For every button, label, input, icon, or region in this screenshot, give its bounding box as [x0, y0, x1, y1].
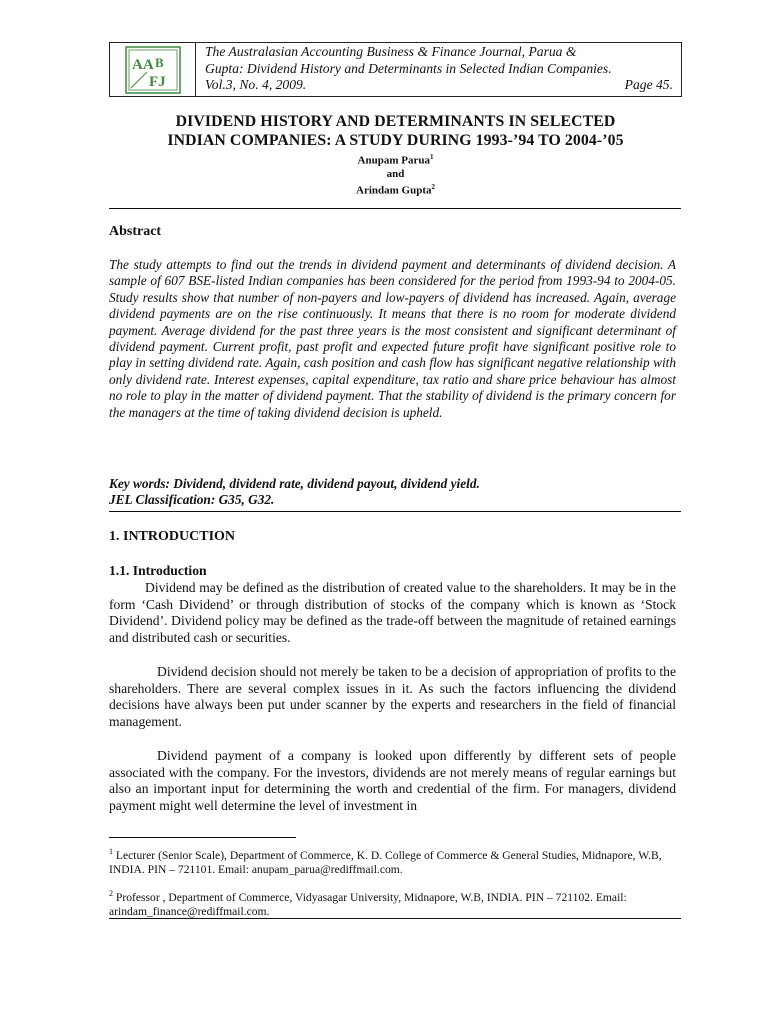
citation-line-3 — [205, 77, 673, 94]
section-heading: 1. INTRODUCTION — [109, 529, 236, 544]
title-line-2: INDIAN COMPANIES: A STUDY DURING 1993-’94 TO 2004-’05 — [167, 132, 624, 149]
author-block — [109, 151, 682, 197]
paper-title — [109, 112, 682, 150]
title-line-1: DIVIDEND HISTORY AND DETERMINANTS IN SELECTED — [175, 113, 616, 130]
subsection-heading: 1.1. Introduction — [109, 563, 207, 578]
keywords-block — [109, 476, 676, 509]
journal-header — [109, 42, 682, 97]
footnote-1 — [109, 845, 681, 877]
svg-text:AA: AA — [131, 56, 154, 73]
jel-classification: JEL Classification: G35, G32. — [109, 492, 275, 508]
aabfj-logo-icon — [125, 46, 181, 94]
divider-bottom — [109, 918, 681, 919]
author-2-name: Arindam Gupta — [356, 184, 432, 197]
citation-line-2: Gupta: Dividend History and Determinants in Selected Indian Companies. — [205, 60, 612, 76]
svg-text:FJ: FJ — [148, 73, 166, 90]
keywords: Key words: Dividend, dividend rate, dividend payout, dividend yield. — [109, 476, 480, 491]
volume-info: Vol.3, No. 4, 2009. — [205, 77, 307, 92]
svg-text:B: B — [154, 54, 164, 70]
footnote-rule — [109, 837, 296, 838]
divider-abstract — [109, 511, 681, 512]
author-and: and — [386, 167, 405, 180]
paragraph-3: Dividend payment of a company is looked upon differently by different sets of people associated with the company. For the investors, dividends are not merely means of regular earnings but also an important input for determining the worth and credential of the firm. For managers, dividend payment might well determine the level of investment in — [109, 748, 676, 813]
journal-logo — [110, 43, 196, 96]
footnote-2-mark: 2 — [109, 889, 113, 898]
abstract-heading: Abstract — [109, 224, 162, 239]
abstract-body: The study attempts to find out the trends in dividend payment and determinants of dividend decision. A sample of 607 BSE-listed Indian companies has been considered for the period from 1993-94 to 2004-05. Study results show that number of non-payers and low-payers of dividend has increased. Again, average dividend payments are on the rise continuously. It means that there is no room for moderate dividend payment. Average dividend for the past three years is the most consistent and significant determinant of dividend payment. Current profit, past profit and expected future profit have significant positive role to play in setting dividend rate. Again, cash position and cash flow has significant negative relationship with only dividend rate. Interest expenses, capital expenditure, tax ratio and share price behaviour has almost no role to play in the matter of dividend payment. That the stability of dividend is the primary concern for the managers at the time of taking dividend decision is upheld. — [109, 257, 676, 420]
author-1 — [109, 151, 682, 168]
footnote-1-mark: 1 — [109, 847, 113, 856]
journal-citation — [205, 44, 673, 94]
footnote-1-text: Lecturer (Senior Scale), Department of Commerce, K. D. College of Commerce & General Studies, Midnapore, W.B, INDIA. PIN – 721101. Email: anupam_parua@rediffmail.com. — [109, 848, 662, 876]
footnote-2-text: Professor , Department of Commerce, Vidyasagar University, Midnapore, W.B, INDIA. PIN – 721102. Email: arindam_finance@rediffmail.com. — [109, 890, 627, 918]
author-1-name: Anupam Parua — [357, 154, 430, 167]
page-number: Page 45. — [624, 77, 673, 92]
footnote-2 — [109, 887, 681, 919]
divider-top — [109, 208, 681, 209]
citation-line-1: The Australasian Accounting Business & Finance Journal, Parua & — [205, 44, 577, 59]
author-2-footnote-mark: 2 — [431, 182, 435, 191]
author-2 — [109, 181, 682, 198]
author-1-footnote-mark: 1 — [429, 153, 434, 161]
paragraph-2: Dividend decision should not merely be taken to be a decision of appropriation of profits to the shareholders. There are several complex issues in it. As such the factors influencing the dividend decisions have always been put under scanner by the experts and researchers in the field of financial management. — [109, 664, 676, 729]
paragraph-1: Dividend may be defined as the distribution of created value to the shareholders. It may be in the form ‘Cash Dividend’ or through distribution of stocks of the company which is known as ‘Stock Dividend’. Dividend policy may be defined as the trade-off between the magnitude of retained earnings and distributed cash or securities. — [109, 580, 676, 645]
